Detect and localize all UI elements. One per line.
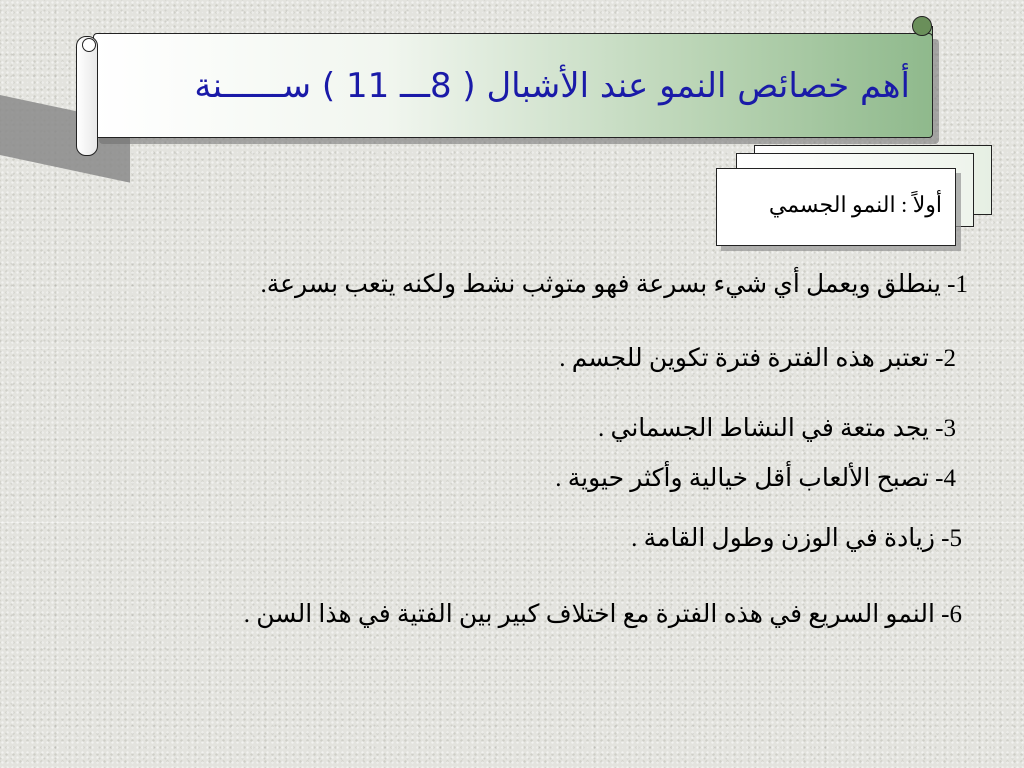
point-2: 2- تعتبر هذه الفترة فترة تكوين للجسم . (559, 345, 956, 372)
section-label: أولاً : النمو الجسمي (768, 192, 942, 217)
point-3: 3- يجد متعة في النشاط الجسماني . (598, 415, 956, 442)
scroll-left-curl (82, 38, 96, 52)
scroll-left-roll (76, 36, 98, 156)
point-4: 4- تصبح الألعاب أقل خيالية وأكثر حيوية . (555, 465, 956, 492)
scroll-right-curl (912, 16, 932, 36)
point-6: 6- النمو السريع في هذه الفترة مع اختلاف كبير بين الفتية في هذا السن . (243, 601, 962, 628)
point-5: 5- زيادة في الوزن وطول القامة . (631, 525, 962, 552)
point-1: 1- ينطلق ويعمل أي شيء بسرعة فهو متوثب نشط ولكنه يتعب بسرعة. (260, 271, 968, 298)
slide-title: أهم خصائص النمو عند الأشبال ( 8ـــ 11 ) ســــــنة (194, 66, 910, 106)
